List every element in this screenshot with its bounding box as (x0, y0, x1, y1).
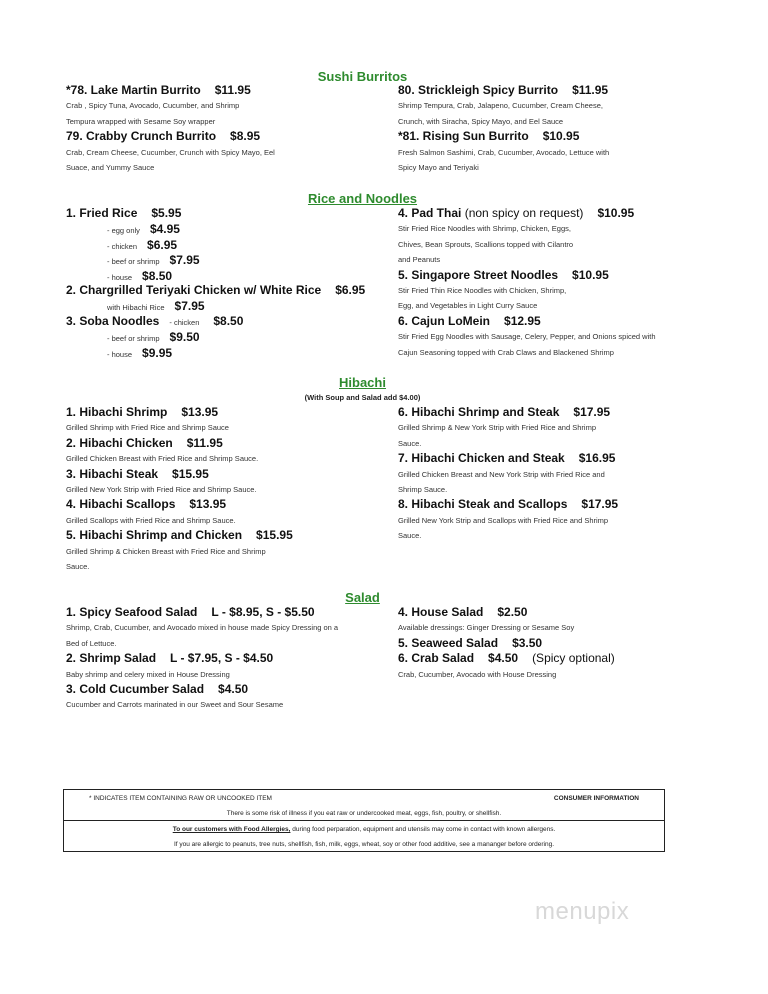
option-label: - house (107, 272, 133, 282)
menu-item-description: Stir Fried Rice Noodles with Shrimp, Chicken, Eggs, (398, 224, 571, 234)
item-price: L - $7.95, S - $4.50 (170, 651, 274, 666)
menu-item-title (66, 314, 365, 329)
menu-item-option (66, 298, 365, 313)
item-name: 2. Shrimp Salad (66, 651, 157, 666)
menu-column (398, 405, 618, 544)
item-price: $8.95 (230, 129, 261, 144)
consumer-notice-row (64, 790, 664, 821)
menu-item-title (66, 436, 293, 451)
menu-column (66, 405, 293, 574)
item-name: 1. Hibachi Shrimp (66, 405, 168, 419)
item-price: $11.95 (214, 83, 251, 97)
allergy-text: during food perparation, equipment and utensils may come in contact with known allergens. (290, 826, 556, 833)
section-title: Sushi Burritos (317, 69, 408, 84)
item-price: $8.50 (213, 313, 244, 328)
menu-item-description: Chives, Bean Sprouts, Scallions topped with Cilantro (398, 239, 574, 249)
menu-item-title (398, 651, 615, 666)
menu-item-option (66, 252, 365, 267)
menu-item-description: Crab, Cucumber, Avocado with House Dressing (398, 669, 557, 679)
option-price: $9.95 (142, 345, 173, 360)
item-price: $11.95 (572, 83, 609, 97)
menu-item-title (398, 605, 615, 620)
menu-item-option (66, 237, 365, 252)
option-price: $4.95 (149, 222, 180, 237)
item-name: 2. Hibachi Chicken (66, 435, 173, 450)
menu-item-description: Available dressings: Ginger Dressing or Sesame Soy (398, 623, 575, 633)
menu-item-description: Shrimp Tempura, Crab, Jalapeno, Cucumber, Cream Cheese, (398, 101, 603, 111)
menu-item-option (66, 345, 365, 360)
menu-item-title (66, 129, 275, 144)
item-name: 6. Crab Salad (398, 651, 475, 666)
menu-item-description: Bed of Lettuce. (66, 638, 117, 648)
menu-item-description: Fresh Salmon Sashimi, Crab, Cucumber, Avocado, Lettuce with (398, 147, 610, 157)
menu-item-description: Crab , Spicy Tuna, Avocado, Cucumber, and Shrimp (66, 101, 240, 111)
option-label: - egg only (107, 226, 140, 236)
menu-column (398, 605, 615, 682)
item-name: 1. Fried Rice (66, 206, 138, 220)
menu-item-option (66, 268, 365, 283)
item-name: 4. Pad Thai (398, 206, 462, 220)
option-label: - beef or shrimp (107, 257, 160, 267)
item-price: $12.95 (504, 313, 541, 328)
menu-item-description: Grilled New York Strip and Scallops with Fried Rice and Shrimp (398, 515, 609, 525)
allergy-lead: To our customers with Food Allergies, (172, 826, 291, 833)
item-price: $10.95 (597, 206, 635, 220)
section-heading (0, 191, 725, 206)
item-name: *78. Lake Martin Burrito (66, 83, 201, 97)
menu-item-description: Sauce. (398, 438, 422, 448)
menu-item-title (398, 206, 656, 221)
menu-item-title (66, 83, 275, 98)
raw-item-note: * INDICATES ITEM CONTAINING RAW OR UNCOOKED ITEM (89, 795, 272, 802)
item-name: 5. Hibachi Shrimp and Chicken (66, 528, 243, 543)
item-price: $16.95 (578, 451, 616, 466)
menu-item-title (66, 528, 293, 543)
section-heading (0, 590, 725, 605)
item-name: 3. Hibachi Steak (66, 466, 159, 481)
consumer-info-label: CONSUMER INFORMATION (553, 795, 639, 802)
menu-item-description: Grilled Shrimp & Chicken Breast with Fried Rice and Shrimp (66, 546, 266, 556)
item-price: $10.95 (542, 129, 580, 144)
menu-column (398, 206, 656, 360)
menu-item-title (66, 651, 338, 666)
option-label: - house (107, 349, 133, 359)
item-name: 5. Seaweed Salad (398, 635, 499, 650)
item-price: L - $8.95, S - $5.50 (211, 605, 315, 619)
menu-item-title (398, 83, 609, 98)
menu-item-description: Crab, Cream Cheese, Cucumber, Crunch with Spicy Mayo, Eel (66, 147, 275, 157)
menu-item-description: Egg, and Vegetables in Light Curry Sauce (398, 301, 538, 311)
item-price: $2.50 (497, 605, 528, 619)
item-note: (non spicy on request) (464, 206, 584, 220)
item-price: $5.95 (151, 206, 182, 220)
menu-column (66, 83, 275, 175)
menu-item-description: Grilled Shrimp with Fried Rice and Shrimp Sauce (66, 423, 229, 433)
item-price: $13.95 (181, 405, 219, 419)
item-option: - chicken (169, 317, 200, 327)
item-note: (Spicy optional) (532, 651, 615, 666)
menu-column (66, 206, 365, 360)
item-price: $3.50 (512, 635, 543, 650)
item-name: 8. Hibachi Steak and Scallops (398, 497, 568, 512)
option-price: $7.95 (174, 299, 205, 314)
menu-item-description: Grilled Scallops with Fried Rice and Shrimp Sauce. (66, 515, 236, 525)
section-heading (0, 375, 725, 390)
menu-item-description: and Peanuts (398, 255, 441, 265)
menu-item-title (398, 451, 618, 466)
option-label: with Hibachi Rice (107, 303, 165, 313)
item-name: 2. Chargrilled Teriyaki Chicken w/ White Rice (66, 282, 322, 297)
menu-item-description: Stir Fried Egg Noodles with Sausage, Celery, Pepper, and Onions spiced with (398, 332, 656, 342)
menu-item-option (66, 221, 365, 236)
menu-item-description: Cucumber and Carrots marinated in our Sweet and Sour Sesame (66, 700, 284, 710)
item-name: 1. Spicy Seafood Salad (66, 605, 198, 619)
item-price: $11.95 (186, 435, 223, 450)
item-price: $17.95 (573, 405, 611, 419)
option-label: - beef or shrimp (107, 334, 160, 344)
item-name: 80. Strickleigh Spicy Burrito (398, 83, 559, 97)
item-name: 5. Singapore Street Noodles (398, 267, 559, 282)
item-name: 3. Soba Noodles (66, 313, 160, 328)
item-price: $4.50 (218, 681, 249, 696)
item-name: 6. Hibachi Shrimp and Steak (398, 405, 560, 419)
menu-item-title (398, 268, 656, 283)
item-price: $15.95 (256, 528, 293, 543)
section-heading (0, 69, 725, 84)
option-price: $7.95 (169, 253, 200, 268)
item-price: $6.95 (335, 282, 366, 297)
menu-item-description: Tempura wrapped with Sesame Soy wrapper (66, 116, 216, 126)
menu-item-title (66, 682, 338, 697)
option-label: - chicken (107, 241, 138, 251)
item-price: $15.95 (172, 466, 209, 481)
menu-item-title (398, 405, 618, 420)
menu-item-title (66, 605, 338, 620)
risk-warning: There is some risk of illness if you eat raw or undercooked meat, eggs, fish, poultry, or shellfish. (226, 810, 502, 817)
menu-item-title (66, 497, 293, 512)
item-price: $13.95 (189, 497, 227, 512)
allergy-notice (64, 826, 664, 833)
menu-item-description: Baby shrimp and celery mixed in House Dressing (66, 669, 230, 679)
section-subtitle: (With Soup and Salad add $4.00) (304, 393, 421, 402)
option-price: $9.50 (169, 330, 200, 345)
item-name: 3. Cold Cucumber Salad (66, 681, 205, 696)
menu-item-title (66, 283, 365, 298)
menu-item-description: Crunch, with Siracha, Spicy Mayo, and Eel Sauce (398, 116, 564, 126)
menu-item-description: Grilled New York Strip with Fried Rice and Shrimp Sauce. (66, 484, 257, 494)
menu-item-description: Stir Fried Thin Rice Noodles with Chicken, Shrimp, (398, 285, 567, 295)
menu-item-title (66, 206, 365, 221)
menu-item-description: Spicy Mayo and Teriyaki (398, 162, 479, 172)
section-title: Rice and Noodles (307, 191, 418, 206)
item-name: 7. Hibachi Chicken and Steak (398, 451, 565, 466)
menu-item-title (398, 129, 609, 144)
item-name: *81. Rising Sun Burrito (398, 129, 529, 144)
menu-column (66, 605, 338, 713)
menu-item-description: Grilled Shrimp & New York Strip with Fried Rice and Shrimp (398, 423, 596, 433)
menu-item-description: Shrimp Sauce. (398, 484, 448, 494)
item-name: 79. Crabby Crunch Burrito (66, 129, 217, 144)
menu-item-description: Cajun Seasoning topped with Crab Claws and Blackened Shrimp (398, 347, 614, 357)
menu-item-title (398, 314, 656, 329)
menu-item-description: Suace, and Yummy Sauce (66, 162, 155, 172)
menu-item-description: Sauce. (398, 531, 422, 541)
menu-item-description: Sauce. (66, 561, 90, 571)
option-price: $8.50 (142, 268, 173, 283)
section-title: Hibachi (339, 375, 386, 390)
allergy-notice-2: If you are allergic to peanuts, tree nuts, shellfish, fish, milk, eggs, wheat, soy or other food additive, see a mananger before ordering. (173, 841, 555, 848)
item-name: 4. House Salad (398, 605, 484, 619)
section-title: Salad (345, 590, 380, 605)
item-price: $17.95 (581, 497, 619, 512)
item-price: $10.95 (572, 267, 609, 282)
menu-item-title (66, 405, 293, 420)
menu-item-description: Grilled Chicken Breast and New York Strip with Fried Rice and (398, 469, 605, 479)
item-price: $4.50 (488, 651, 519, 666)
item-name: 6. Cajun LoMein (398, 313, 491, 328)
menu-item-title (398, 636, 615, 651)
item-name: 4. Hibachi Scallops (66, 497, 176, 512)
menu-item-title (398, 497, 618, 512)
menu-item-description: Grilled Chicken Breast with Fried Rice and Shrimp Sauce. (66, 454, 259, 464)
menu-column (398, 83, 609, 175)
consumer-notice-box (63, 789, 665, 852)
menu-item-option (66, 329, 365, 344)
option-price: $6.95 (147, 237, 178, 252)
menupix-watermark: menupix (535, 898, 630, 925)
menu-item-title (66, 467, 293, 482)
menu-item-description: Shrimp, Crab, Cucumber, and Avocado mixed in house made Spicy Dressing on a (66, 623, 339, 633)
